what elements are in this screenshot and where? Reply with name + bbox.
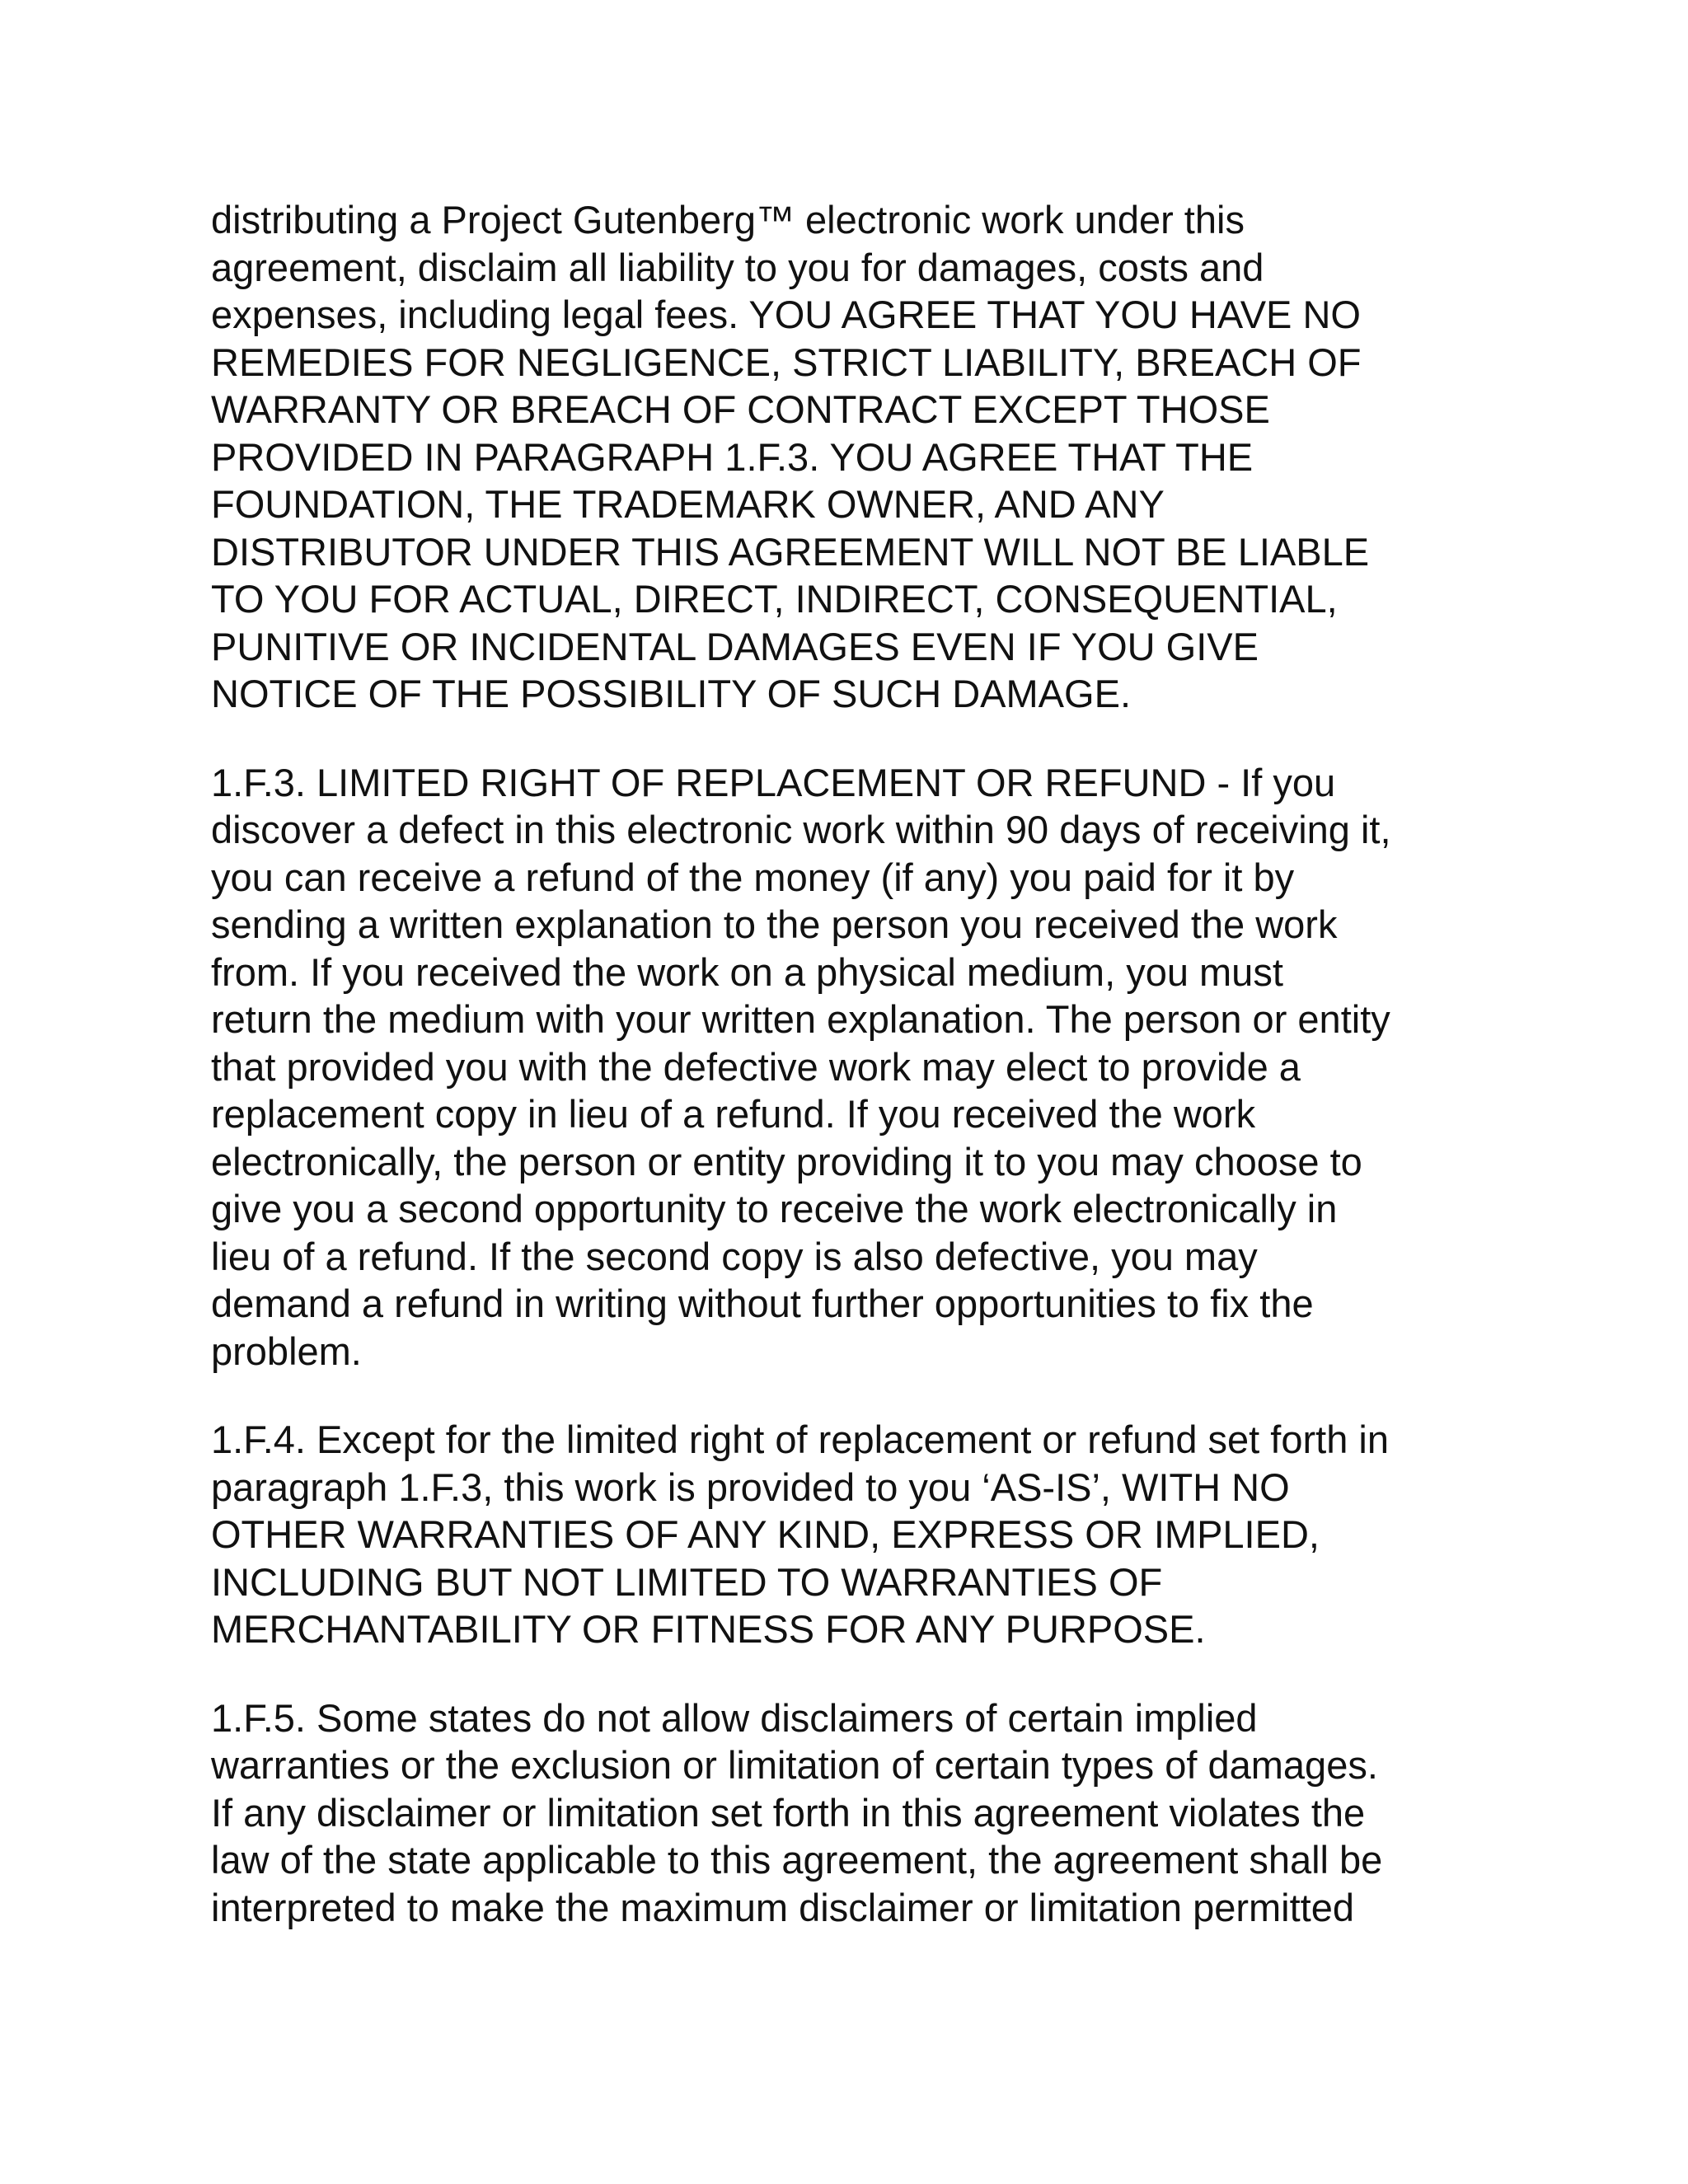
text-line: that provided you with the defective work may elect to provide a (211, 1044, 1301, 1089)
text-line: If any disclaimer or limitation set forth in this agreement violates the (211, 1790, 1366, 1835)
text-line: 1.F.4. Except for the limited right of replacement or refund set forth in (211, 1418, 1389, 1461)
text-line: demand a refund in writing without further opportunities to fix the (211, 1282, 1314, 1325)
text-line: agreement, disclaim all liability to you for damages, costs and (211, 245, 1264, 289)
text-line: discover a defect in this electronic work within 90 days of receiving it, (211, 808, 1391, 851)
text-line: MERCHANTABILITY OR FITNESS FOR ANY PURPOSE. (211, 1607, 1206, 1651)
text-line: WARRANTY OR BREACH OF CONTRACT EXCEPT THOSE (211, 387, 1270, 431)
text-line: NOTICE OF THE POSSIBILITY OF SUCH DAMAGE. (211, 672, 1131, 715)
text-line: PROVIDED IN PARAGRAPH 1.F.3. YOU AGREE THAT THE (211, 434, 1254, 479)
text-line: OTHER WARRANTIES OF ANY KIND, EXPRESS OR IMPLIED, (211, 1512, 1320, 1556)
text-line: from. If you received the work on a physical medium, you must (211, 949, 1283, 994)
text-line: replacement copy in lieu of a refund. If you received the work (211, 1092, 1256, 1136)
text-line: electronically, the person or entity providing it to you may choose to (211, 1139, 1362, 1183)
text-line: expenses, including legal fees. YOU AGREE THAT YOU HAVE NO (211, 293, 1361, 336)
text-line: return the medium with your written explanation. The person or entity (211, 997, 1390, 1041)
text-line: law of the state applicable to this agreement, the agreement shall be (211, 1838, 1383, 1882)
document-body (211, 196, 1497, 1972)
text-line: TO YOU FOR ACTUAL, DIRECT, INDIRECT, CONSEQUENTIAL, (211, 577, 1338, 621)
text-line: PUNITIVE OR INCIDENTAL DAMAGES EVEN IF YOU GIVE (211, 624, 1259, 668)
text-line: interpreted to make the maximum disclaimer or limitation permitted (211, 1885, 1355, 1929)
text-line: REMEDIES FOR NEGLIGENCE, STRICT LIABILITY, BREACH OF (211, 340, 1362, 384)
text-line: 1.F.3. LIMITED RIGHT OF REPLACEMENT OR REFUND - If you (211, 760, 1336, 804)
text-line: give you a second opportunity to receive the work electronically in (211, 1187, 1338, 1230)
paragraph-disclaimer-continuation (211, 196, 1497, 718)
text-line: FOUNDATION, THE TRADEMARK OWNER, AND ANY (211, 482, 1165, 526)
text-line: INCLUDING BUT NOT LIMITED TO WARRANTIES OF (211, 1559, 1163, 1604)
text-line: distributing a Project Gutenberg™ electronic work under this (211, 198, 1245, 241)
text-line: warranties or the exclusion or limitation of certain types of damages. (211, 1743, 1378, 1787)
text-line: you can receive a refund of the money (if any) you paid for it by (211, 855, 1295, 899)
paragraph-section-1f3 (211, 759, 1497, 1376)
text-line: 1.F.5. Some states do not allow disclaimers of certain implied (211, 1695, 1258, 1740)
text-line: sending a written explanation to the person you received the work (211, 902, 1338, 946)
text-line: lieu of a refund. If the second copy is also defective, you may (211, 1234, 1258, 1278)
paragraph-section-1f4 (211, 1416, 1497, 1653)
paragraph-section-1f5 (211, 1694, 1497, 1932)
text-line: problem. (211, 1329, 362, 1373)
text-line: DISTRIBUTOR UNDER THIS AGREEMENT WILL NOT BE LIABLE (211, 529, 1370, 574)
text-line: paragraph 1.F.3, this work is provided to you ‘AS-IS’, WITH NO (211, 1465, 1290, 1509)
